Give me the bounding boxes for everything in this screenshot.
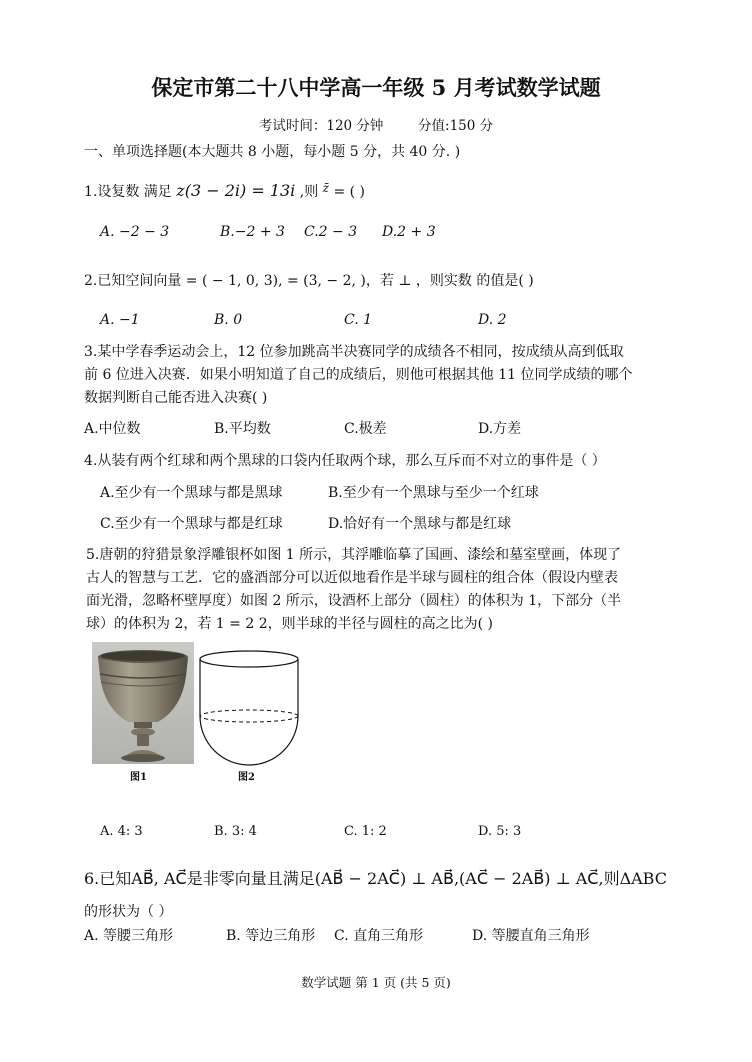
q3-option-a: A.中位数 (84, 421, 141, 437)
q5-option-b: B. 3: 4 (214, 824, 257, 839)
question-5-line-2: 古人的智慧与工艺．它的盛酒部分可以近似地看作是半球与圆柱的组合体（假设内壁表 (86, 570, 618, 586)
q2-option-a: A. −1 (100, 312, 140, 328)
q6-option-a: A. 等腰三角形 (84, 928, 174, 944)
question-4-stem: 4.从装有两个红球和两个黑球的口袋内任取两个球，那么互斥而不对立的事件是（ ） (84, 453, 606, 469)
exam-time: 考试时间：120 分钟 (258, 118, 384, 134)
question-5-line-4: 球）的体积为 2，若 1 = 2 2，则半球的半径与圆柱的高之比为( ) (86, 616, 493, 632)
question-5-line-1: 5.唐朝的狩猎景象浮雕银杯如图 1 所示，其浮雕临摹了国画、漆绘和墓室壁画，体现了 (86, 547, 622, 563)
question-5-line-3: 面光滑，忽略杯壁厚度）如图 2 所示，设酒杯上部分（圆柱）的体积为 1，下部分（半 (86, 593, 622, 609)
q6-option-c: C. 直角三角形 (334, 928, 424, 944)
q1-text-c: = ( ) (333, 184, 365, 200)
question-2-stem: 2.已知空间向量 = ( − 1, 0, 3), = (3, − 2, )，若 ⊥ ，则实数 的值是( ) (84, 273, 534, 289)
q1-text-a: 1.设复数 满足 (84, 184, 172, 200)
page-footer: 数学试题 第 1 页 (共 5 页) (301, 975, 451, 990)
q3-option-d: D.方差 (478, 421, 522, 437)
exam-score: 分值:150 分 (418, 118, 494, 134)
section-heading: 一、单项选择题(本大题共 8 小题，每小题 5 分，共 40 分. ) (84, 144, 461, 160)
question-3-line-1: 3.某中学春季运动会上，12 位参加跳高半决赛同学的成绩各不相同，按成绩从高到低取 (84, 344, 624, 360)
exam-info (0, 114, 752, 134)
cup-diagram (196, 648, 302, 766)
q1-zbar: z̄ (322, 181, 329, 195)
q2-option-c: C. 1 (344, 312, 373, 328)
figure-1-caption: 图1 (130, 772, 147, 783)
question-3-line-2: 前 6 位进入决赛．如果小明知道了自己的成绩后，则他可根据其他 11 位同学成绩的哪个 (84, 367, 633, 383)
q1-formula: z(3 − 2i) = 13i (176, 181, 296, 200)
question-6-line-2: 的形状为（ ） (84, 904, 173, 920)
q3-option-c: C.极差 (344, 421, 387, 437)
question-1-stem (84, 181, 365, 201)
page-title: 保定市第二十八中学高一年级 5 月考试数学试题 (151, 75, 601, 100)
question-3-line-3: 数据判断自己能否进入决赛( ) (84, 390, 268, 406)
q4-option-c: C.至少有一个黑球与都是红球 (100, 516, 283, 532)
q1-option-c: C.2 − 3 (304, 224, 358, 240)
q2-option-d: D. 2 (478, 312, 507, 328)
q1-text-b: ,则 (299, 184, 319, 200)
q1-option-b: B.−2 + 3 (220, 224, 285, 240)
figure-2-caption: 图2 (238, 772, 255, 783)
q1-option-a: A. −2 − 3 (100, 224, 170, 240)
q4-option-a: A.至少有一个黑球与都是黑球 (100, 485, 283, 501)
q6-option-b: B. 等边三角形 (226, 928, 316, 944)
q1-option-d: D.2 + 3 (382, 224, 436, 240)
question-6-line-1: 6.已知AB⃗, AC⃗是非零向量且满足(AB⃗ − 2AC⃗) ⊥ AB⃗,(AC⃗ − 2AB⃗) ⊥ AC⃗,则ΔABC (84, 869, 667, 888)
q4-option-d: D.恰好有一个黑球与都是红球 (328, 516, 512, 532)
q4-option-b: B.至少有一个黑球与至少一个红球 (328, 485, 539, 501)
q5-option-d: D. 5: 3 (478, 824, 522, 839)
q3-option-b: B.平均数 (214, 421, 271, 437)
q2-option-b: B. 0 (214, 312, 243, 328)
q5-option-a: A. 4: 3 (100, 824, 143, 839)
q6-option-d: D. 等腰直角三角形 (472, 928, 590, 944)
q5-option-c: C. 1: 2 (344, 824, 387, 839)
silver-cup-photo (92, 642, 194, 764)
